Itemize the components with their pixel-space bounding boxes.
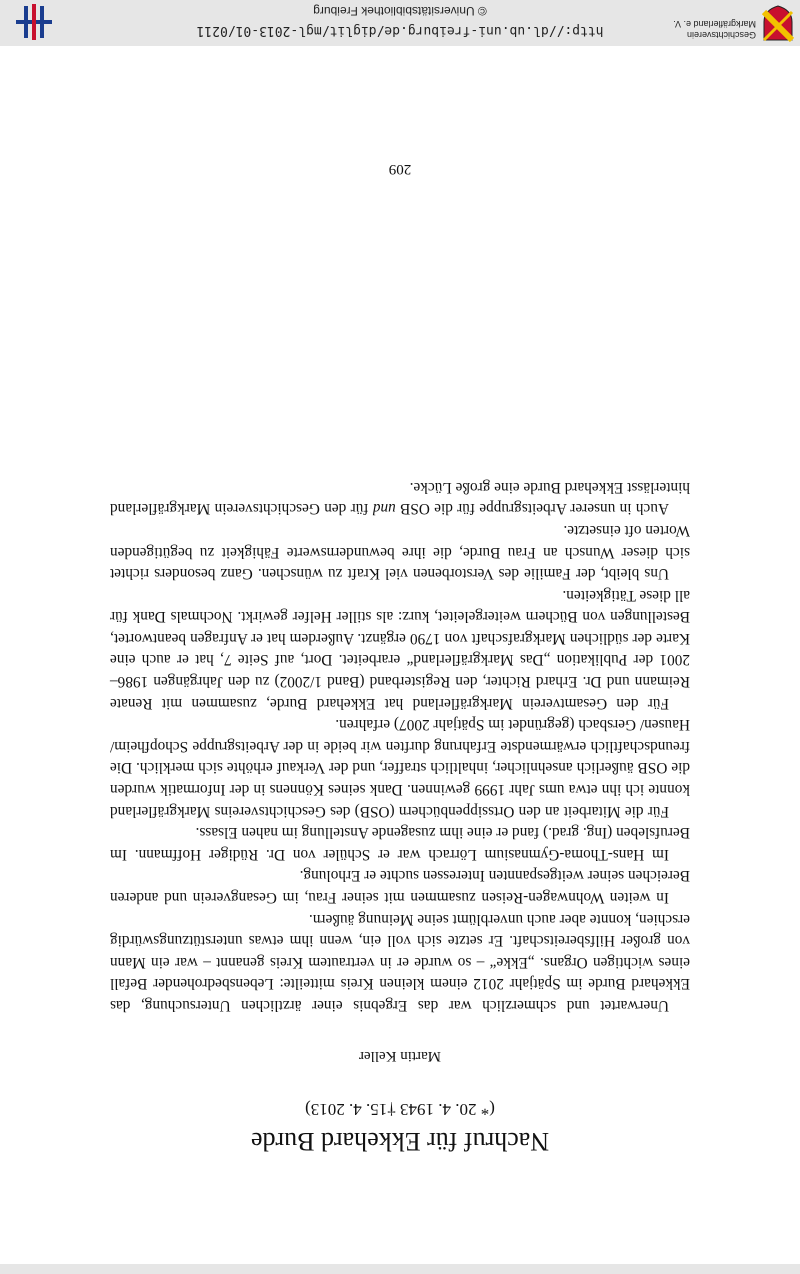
association-name: [636, 18, 756, 40]
author-name: Martin Keller: [358, 1048, 442, 1064]
paragraph-text: Auch in unserer Arbeitsgruppe für die OSB: [395, 500, 669, 518]
university-library-logo-icon: [16, 4, 52, 40]
page-number: 209: [388, 161, 412, 177]
paragraph: Für den Gesamtverein Markgräflerland hat Ekkehard Burde, zusammen mit Renate Reimann und Dr. Erhard Richter, den Registerband (Band 1/2002) zu den Jahrgängen 1986–2001 der Publikation „Das Markgräflerland“ erarbeitet. Dort, auf Seite 7, hat er auch eine Karte der südlichen Markgrafschaft von 1790 ergänzt. Außerdem hat er Anfragen beantwortet, Bestellungen von Büchern weitergeleitet, kurz: als stiller Helfer gewirkt. Nochmals Dank für all diese Tätigkeiten.: [110, 586, 690, 712]
association-line: Markgräflerland e. V.: [673, 19, 756, 29]
association-line: Geschichtsverein: [686, 30, 756, 40]
copyright-notice: © Universitätsbibliothek Freiburg: [313, 4, 487, 18]
crest-logo-icon: [762, 4, 794, 42]
paragraph: [110, 476, 690, 519]
article-title: Nachruf für Ekkehard Burde: [250, 1127, 550, 1156]
paragraph: Uns bleibt, der Familie des Verstorbenen viel Kraft zu wünschen. Ganz besonders richtet sich dieser Wunsch an Frau Burde, die ihre bewundernswerte Fähigkeit zu begütigenden Worten oft einsetzte.: [110, 521, 690, 583]
paragraph: In weiten Wohnwagen-Reisen zusammen mit seiner Frau, im Gesangverein und anderen Bereichen seiner weitgespannten Interessen suchte er Erholung.: [110, 867, 690, 907]
paragraph-text: für den Geschichtsverein Markgräflerland hinterlässt Ekkehard Burde eine große Lücke.: [110, 478, 690, 518]
permalink-url[interactable]: http://dl.ub.uni-freiburg.de/diglit/mgl-2013-01/0211: [196, 23, 604, 38]
paragraph: Im Hans-Thoma-Gymnasium Lörrach war er Schüler von Dr. Rüdiger Hoffmann. Im Berufsleben (Ing. grad.) fand er eine ihm zusagende Anstellung im nahen Elsass.: [110, 824, 690, 863]
paragraph: Unerwartet und schmerzlich war das Ergebnis einer ärztlichen Untersuchung, das Ekkehard Burde im Spätjahr 2012 einem kleinen Kreis mitteilte: Lebensbedrohender Befall eines wichtigen Organs. „Ekke“ – so wurde er in vertrautem Kreis genannt – war ein Mann von großer Hilfsbereitschaft. Er setzte sich voll ein, wenn ihm etwas unterstützungswürdig erschien, konnte aber auch unverblümt seine Meinung äußern.: [110, 910, 690, 1014]
emphasis-text: und: [372, 500, 396, 518]
article-body: [110, 476, 690, 1016]
header-bar: [0, 1264, 800, 1274]
paragraph: Für die Mitarbeit an den Ortssippenbüchern (OSB) des Geschichtsvereins Markgräflerland konnte ich ihn etwa ums Jahr 1999 gewinnen. Dank seines Könnens in der Informatik wurden die OSB äußerlich ansehnlicher, inhaltlich straffer, und der Verkauf erhöhte sich merklich. Die freundschaftlich erwärmendste Erfahrung durften wir beide in der Arbeitsgruppe Schopfheim/ Hausen/ Gersbach (gegründet im Spätjahr 2007) erfahren.: [110, 716, 690, 820]
life-dates: (* 20. 4. 1943 †15. 4. 2013): [305, 1100, 495, 1119]
